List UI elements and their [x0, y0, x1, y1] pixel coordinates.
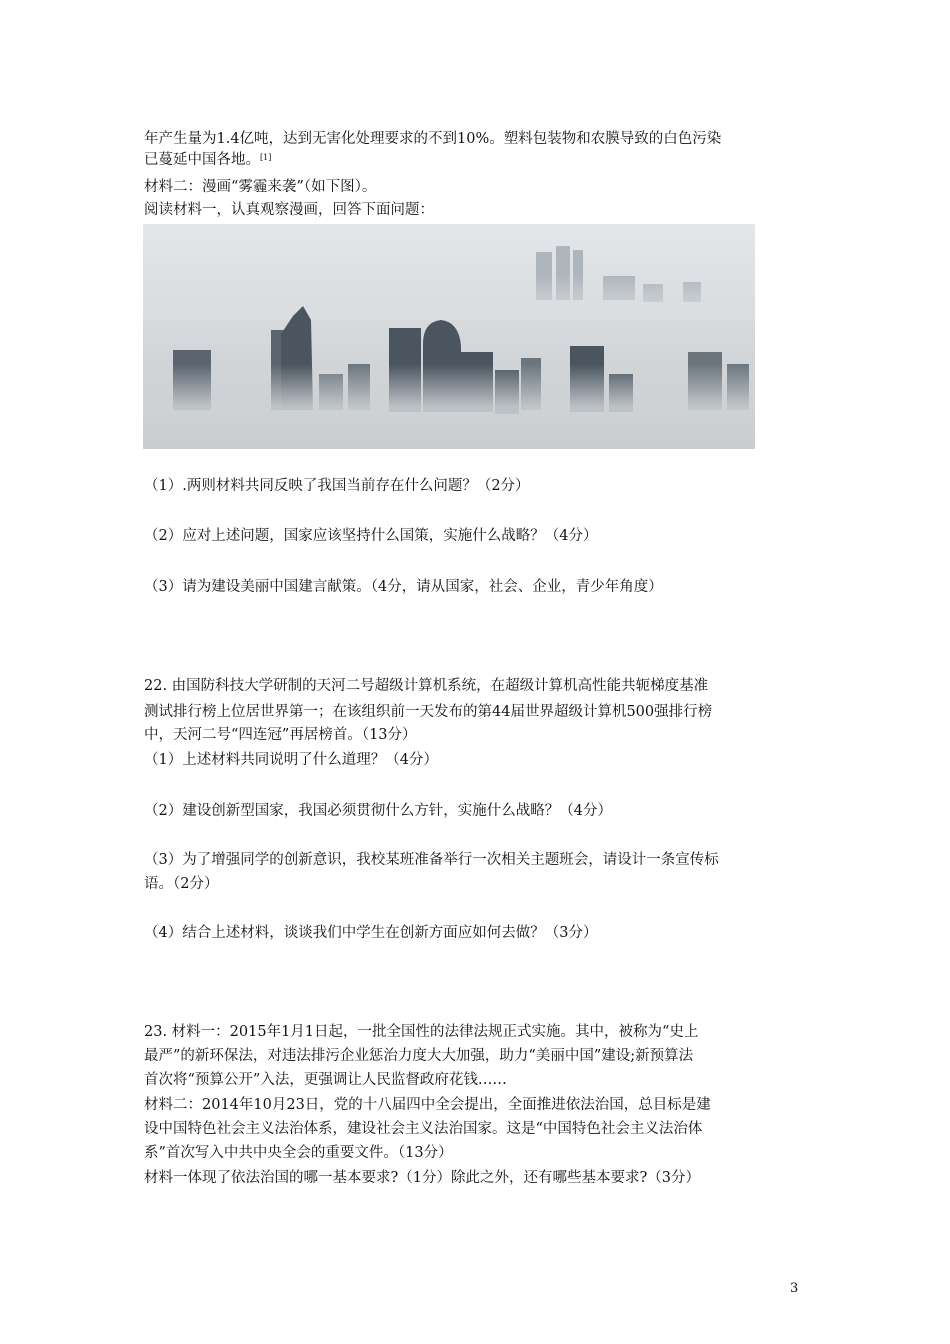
question-23-stem: 首次将“预算公开”入法，更强调让人民监督政府花钱……: [144, 1072, 507, 1088]
page-number: 3: [790, 1281, 799, 1296]
question-21-3: （3）请为建设美丽中国建言献策。（4分，请从国家，社会、企业，青少年角度）: [144, 579, 663, 595]
question-22-stem: 测试排行榜上位居世界第一；在该组织前一天发布的第44届世界超级计算机500强排行榜: [144, 704, 713, 720]
question-22-stem: 22. 由国防科技大学研制的天河二号超级计算机系统，在超级计算机高性能共轭梯度基准: [144, 678, 709, 694]
question-23-question: 材料一体现了依法治国的哪一基本要求?（1分）除此之外，还有哪些基本要求?（3分）: [144, 1170, 700, 1186]
text-line: 材料二：漫画“雾霾来袭”（如下图）。: [144, 179, 377, 195]
question-23-stem: 最严”的新环保法，对违法排污企业惩治力度大大加强，助力“美丽中国”建设;新预算法: [144, 1048, 694, 1064]
question-21-1: （1）.两则材料共同反映了我国当前存在什么问题？（2分）: [144, 478, 530, 494]
question-22-stem: 中，天河二号“四连冠”再居榜首。（13分）: [144, 727, 417, 743]
question-22-1: （1）上述材料共同说明了什么道理？（4分）: [144, 752, 438, 768]
smog-city-photo: [143, 224, 755, 449]
question-21-2: （2）应对上述问题，国家应该坚持什么国策，实施什么战略？（4分）: [144, 528, 598, 544]
question-23-stem: 材料二：2014年10月23日，党的十八届四中全会提出，全面推进依法治国，总目标是建: [144, 1097, 711, 1113]
text-line: [144, 150, 816, 170]
question-22-3: 语。（2分）: [144, 876, 219, 892]
question-22-3: （3）为了增强同学的创新意识，我校某班准备举行一次相关主题班会，请设计一条宣传标: [144, 852, 719, 868]
question-23-stem: 系”首次写入中共中央全会的重要文件。（13分）: [144, 1145, 453, 1161]
text-line: 年产生量为1.4亿吨，达到无害化处理要求的不到10%。塑料包装物和农膜导致的白色污染: [144, 131, 722, 147]
footnote-reference: [1]: [260, 153, 272, 162]
text-span: 已蔓延中国各地。: [144, 152, 260, 168]
question-22-4: （4）结合上述材料，谈谈我们中学生在创新方面应如何去做？（3分）: [144, 925, 598, 941]
text-line: 阅读材料一，认真观察漫画，回答下面问题：: [144, 202, 434, 218]
question-23-stem: 23. 材料一：2015年1月1日起，一批全国性的法律法规正式实施。其中，被称为“史上: [144, 1024, 699, 1040]
question-22-2: （2）建设创新型国家，我国必须贯彻什么方针，实施什么战略？（4分）: [144, 803, 612, 819]
question-23-stem: 设中国特色社会主义法治体系，建设社会主义法治国家。这是“中国特色社会主义法治体: [144, 1121, 703, 1137]
